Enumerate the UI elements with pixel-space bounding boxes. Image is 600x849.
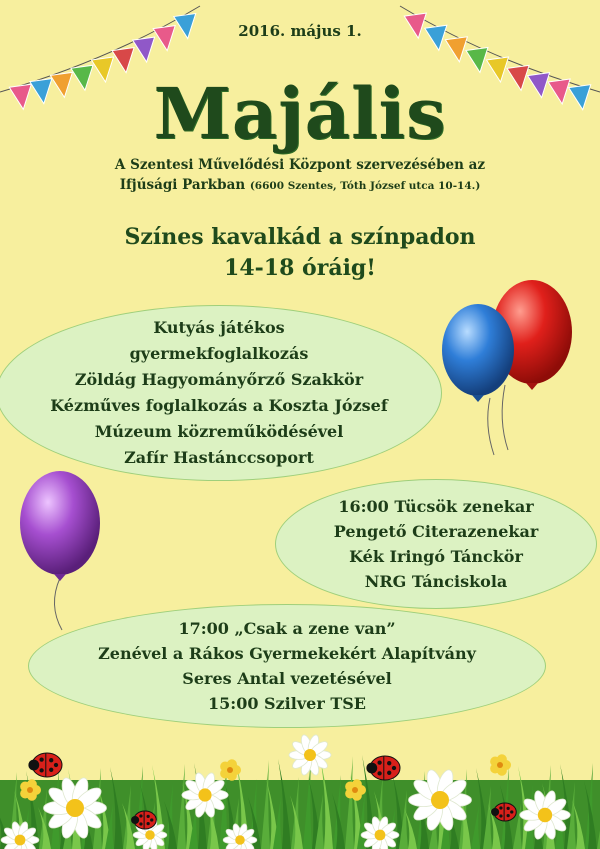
grass-icon [0, 755, 600, 849]
program-line: Múzeum közreműködésével [94, 422, 344, 441]
program-line: Kézműves foglalkozás a Koszta József [50, 396, 388, 415]
venue-address: (6600 Szentes, Tóth József utca 10-14.) [249, 180, 481, 192]
organizer-line: A Szentesi Művelődési Központ szervezésében az [114, 157, 486, 173]
daisy-flower-icon [1, 821, 39, 849]
daisy-flower-icon [361, 816, 399, 849]
daisy-flower-icon [289, 734, 331, 777]
blue-balloon-icon [442, 304, 514, 455]
ladybug-icon [366, 756, 400, 780]
program-line: Zafír Hastánccsoport [124, 448, 314, 467]
bunting-flag-icon [133, 37, 155, 62]
daisy-flower-icon [520, 789, 570, 840]
program-line: Kék Iringó Tánckör [349, 547, 523, 566]
daisy-flower-icon [409, 768, 472, 832]
program-line: NRG Tánciskola [364, 572, 508, 591]
program-line: Zenével a Rákos Gyermekekért Alapítvány [98, 644, 476, 663]
program-oval-3 [28, 604, 546, 728]
ladybug-icon [491, 803, 516, 821]
yellow-flower-icon [345, 779, 366, 800]
yellow-flower-icon [20, 779, 41, 800]
yellow-flower-icon [220, 759, 241, 780]
yellow-flower-icon [490, 754, 511, 775]
bunting-flag-icon [112, 48, 134, 73]
program-line: Kutyás játékos [153, 318, 285, 337]
daisy-flower-icon [133, 818, 167, 849]
program-oval-1 [0, 305, 442, 481]
program-oval-2 [275, 479, 597, 609]
red-balloon-icon [492, 280, 572, 450]
program-line: 15:00 Szilver TSE [208, 694, 366, 713]
program-line: 16:00 Tücsök zenekar [338, 497, 534, 516]
headline-time: 14-18 óráig! [224, 255, 376, 281]
program-line: Seres Antal vezetésével [182, 669, 392, 688]
daisy-flower-icon [44, 776, 107, 840]
poster-title: Majális [153, 72, 447, 155]
program-line: gyermekfoglalkozás [129, 344, 309, 363]
daisy-flower-icon [182, 772, 228, 819]
daisy-flower-icon [223, 823, 257, 849]
venue-name: Ifjúsági Parkban [119, 177, 246, 193]
bunting-flag-icon [466, 47, 488, 72]
program-line: Pengető Citerazenekar [333, 522, 539, 541]
ladybug-icon [131, 811, 156, 829]
purple-balloon-icon [20, 471, 100, 630]
event-date: 2016. május 1. [238, 22, 362, 40]
bunting-flag-icon [445, 37, 467, 62]
program-line: Zöldág Hagyományőrző Szakkör [74, 370, 364, 389]
headline-line: Színes kavalkád a színpadon [124, 224, 476, 250]
ladybug-icon [28, 753, 62, 777]
organizer-info [0, 155, 600, 196]
venue-line [0, 175, 600, 196]
program-line: 17:00 „Csak a zene van” [178, 619, 396, 638]
headline [0, 222, 600, 284]
